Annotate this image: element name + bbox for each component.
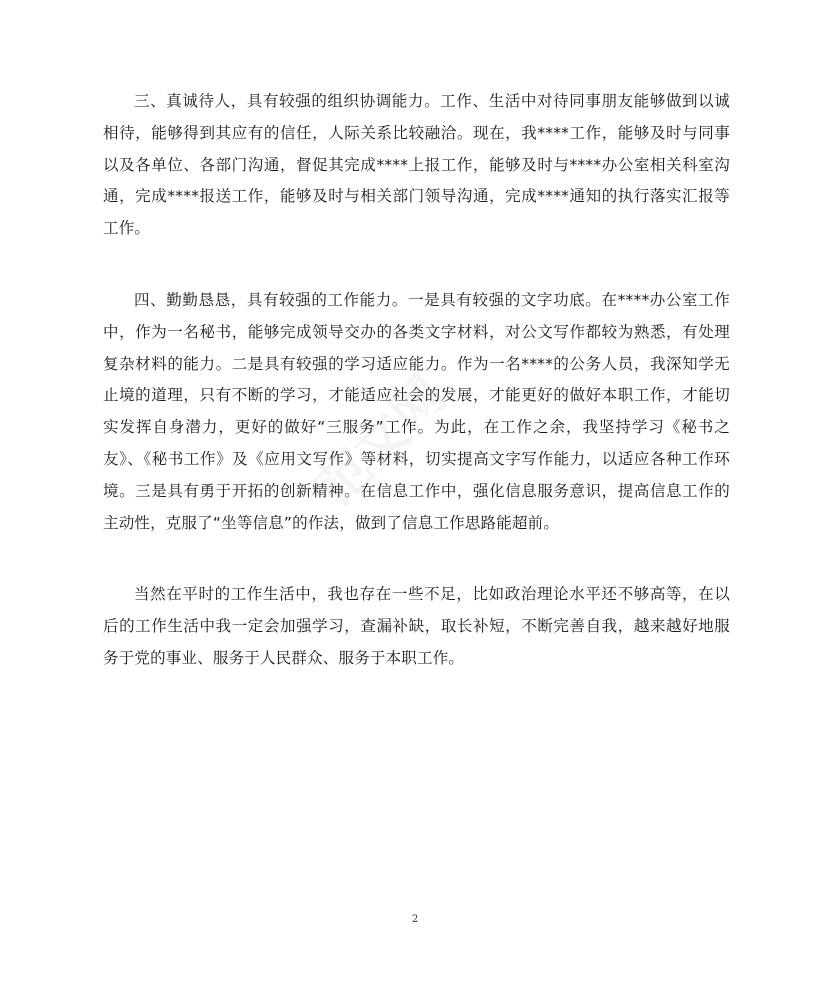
page-number: 2 <box>411 914 419 925</box>
watermark: 范文网 <box>305 365 459 518</box>
document-body <box>103 86 730 715</box>
paragraph-shortcomings: 当然在平时的工作生活中，我也存在一些不足，比如政治理论水平还不够高等，在以后的工作生活中我一定会加强学习，查漏补缺，取长补短，不断完善自我，越来越好地服务于党的事业、服务于人民群众、服务于本职工作。 <box>103 585 730 667</box>
paragraph-3-coordination: 三、真诚待人，具有较强的组织协调能力。工作、生活中对待同事朋友能够做到以诚相待，能够得到其应有的信任，人际关系比较融洽。现在，我****工作，能够及时与同事以及各单位、各部门沟通，督促其完成****上报工作，能够及时与****办公室相关科室沟通，完成****报送工作，能够及时与相关部门领导沟通，完成****通知的执行落实汇报等工作。 <box>103 92 730 238</box>
paragraph-4-work-ability: 四、勤勤恳恳，具有较强的工作能力。一是具有较强的文字功底。在****办公室工作中，作为一名秘书，能够完成领导交办的各类文字材料，对公文写作都较为熟悉，有处理复杂材料的能力。二是具有较强的学习适应能力。作为一名****的公务人员，我深知学无止境的道理，只有不断的学习，才能适应社会的发展，才能更好的做好本职工作，才能切实发挥自身潜力，更好的做好“三服务”工作。为此，在工作之余，我坚持学习《秘书之友》、《秘书工作》及《应用文写作》等材料，切实提高文字写作能力，以适应各种工作环境。三是具有勇于开拓的创新精神。在信息工作中，强化信息服务意识，提高信息工作的主动性，克服了“坐等信息”的作法，做到了信息工作思路能超前。 <box>103 290 730 532</box>
